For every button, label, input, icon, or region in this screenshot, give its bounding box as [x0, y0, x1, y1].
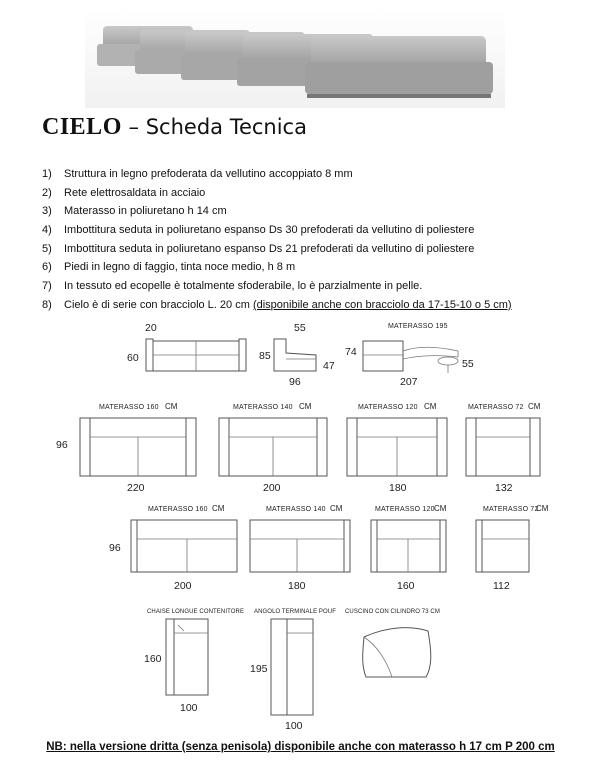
- svg-text:ANGOLO TERMINALE POUF: ANGOLO TERMINALE POUF: [254, 609, 337, 615]
- svg-text:180: 180: [389, 482, 407, 494]
- brand-name: CIELO: [42, 114, 122, 140]
- row1-module-4: [466, 402, 541, 494]
- svg-text:MATERASSO 72: MATERASSO 72: [483, 506, 539, 513]
- svg-text:MATERASSO 120: MATERASSO 120: [358, 404, 418, 411]
- side-view-drawing: [259, 322, 335, 388]
- sofa-5: [305, 36, 493, 98]
- svg-text:MATERASSO 120: MATERASSO 120: [375, 506, 435, 513]
- svg-text:CM: CM: [212, 504, 225, 513]
- row2-module-3: [371, 504, 447, 592]
- svg-text:CM: CM: [434, 504, 447, 513]
- svg-text:CM: CM: [528, 402, 541, 411]
- chaise-longue-drawing: [144, 609, 244, 714]
- svg-text:180: 180: [288, 580, 306, 592]
- specs-list: [42, 165, 512, 315]
- product-photo: [85, 8, 505, 108]
- svg-text:100: 100: [180, 702, 198, 714]
- open-height-label: 74: [345, 346, 357, 358]
- side-depth-top-label: 55: [294, 322, 306, 334]
- row2-module-4: [476, 504, 549, 592]
- corner-pouf-drawing: [250, 609, 336, 732]
- spec-item: 2) Rete elettrosaldata in acciaio: [42, 186, 206, 199]
- cushion-drawing: [345, 609, 440, 677]
- page-title: [42, 113, 307, 141]
- svg-text:200: 200: [174, 580, 192, 592]
- row2-depth-label: 96: [109, 542, 121, 554]
- svg-text:195: 195: [250, 663, 268, 675]
- svg-text:CHAISE LONGUE CONTENITORE: CHAISE LONGUE CONTENITORE: [147, 609, 245, 615]
- technical-drawings: [0, 315, 601, 735]
- row2-module-2: [250, 504, 350, 592]
- spec-item: 4) Imbottitura seduta in poliuretano espanso Ds 30 prefoderati da vellutino di poliestere: [42, 224, 475, 237]
- svg-text:112: 112: [493, 580, 510, 592]
- spec-item: 7) In tessuto ed ecopelle è totalmente sfoderabile, lo è parzialmente in pelle.: [42, 280, 423, 293]
- svg-text:160: 160: [397, 580, 415, 592]
- svg-text:CM: CM: [165, 402, 178, 411]
- spec-item: 5) Imbottitura seduta in poliuretano espanso Ds 21 prefoderati da vellutino di poliestere: [42, 242, 475, 255]
- side-back-height-label: 85: [259, 350, 271, 362]
- svg-text:200: 200: [263, 482, 281, 494]
- front-view-drawing: [127, 322, 246, 371]
- row2-module-1: [131, 504, 237, 592]
- row1-module-2: [219, 402, 327, 494]
- front-arm-label: 20: [145, 322, 157, 334]
- svg-text:220: 220: [127, 482, 145, 494]
- svg-text:MATERASSO 140: MATERASSO 140: [266, 506, 326, 513]
- svg-text:MATERASSO 72: MATERASSO 72: [468, 404, 524, 411]
- svg-text:100: 100: [285, 720, 303, 732]
- front-height-label: 60: [127, 352, 139, 364]
- open-bed-caption: MATERASSO 195: [388, 323, 448, 330]
- title-suffix: – Scheda Tecnica: [121, 115, 307, 139]
- svg-text:MATERASSO 140: MATERASSO 140: [233, 404, 293, 411]
- row1-module-3: [347, 402, 447, 494]
- svg-text:CM: CM: [424, 402, 437, 411]
- side-seat-height-label: 47: [323, 360, 335, 372]
- svg-text:CM: CM: [330, 504, 343, 513]
- open-mattress-height-label: 55: [462, 358, 474, 370]
- spec-item: 6) Piedi in legno di faggio, tinta noce medio, h 8 m: [42, 261, 296, 274]
- svg-text:MATERASSO 160: MATERASSO 160: [148, 506, 208, 513]
- spec-item: 1) Struttura in legno prefoderata da vellutino accoppiato 8 mm: [42, 168, 353, 180]
- svg-text:CM: CM: [299, 402, 312, 411]
- open-bed-drawing: [345, 323, 474, 388]
- open-length-label: 207: [400, 376, 418, 388]
- side-depth-label: 96: [289, 376, 301, 388]
- svg-text:MATERASSO 160: MATERASSO 160: [99, 404, 159, 411]
- svg-text:CUSCINO CON CILINDRO 73 CM: CUSCINO CON CILINDRO 73 CM: [345, 609, 440, 615]
- spec-item: 3) Materasso in poliuretano h 14 cm: [42, 205, 227, 218]
- row1-depth-label: 96: [56, 439, 68, 451]
- row1-module-1: [80, 402, 196, 494]
- svg-text:CM: CM: [536, 504, 549, 513]
- spec-item: 8) Cielo è di serie con bracciolo L. 20 cm (disponibile anche con bracciolo da 17-15-10 o 5 cm): [42, 298, 512, 311]
- svg-text:132: 132: [495, 482, 513, 494]
- svg-text:160: 160: [144, 653, 162, 665]
- footer-note: NB: nella versione dritta (senza penisola) disponibile anche con materasso h 17 cm P 200 cm: [46, 741, 555, 753]
